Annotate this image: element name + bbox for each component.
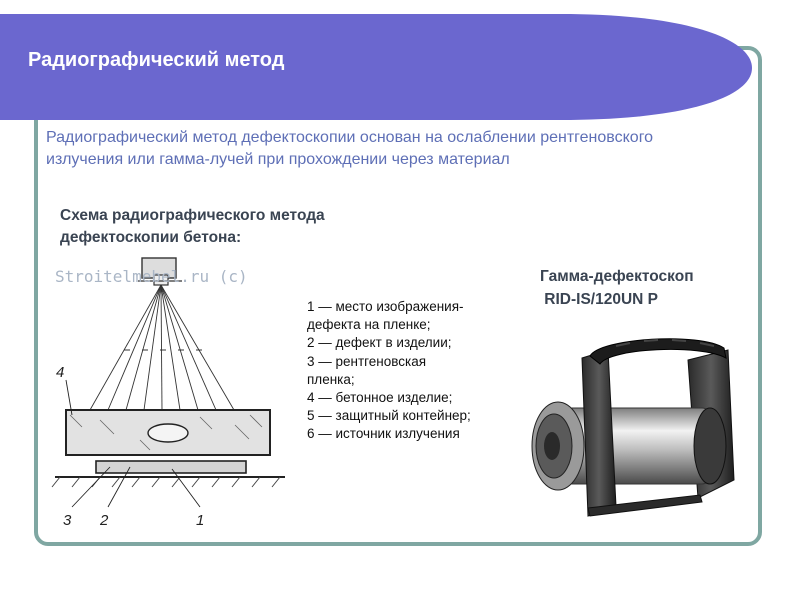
- slide-title: Радиографический метод: [28, 49, 285, 71]
- diagram-legend: [307, 298, 517, 444]
- diagram-label-3: 3: [63, 512, 72, 529]
- legend-line: 3 — рентгеновская: [307, 353, 427, 369]
- legend-line: 4 — бетонное изделие;: [307, 390, 453, 406]
- scheme-heading: Схема радиографического метода дефектоскопии бетона:: [60, 207, 325, 246]
- diagram-label-1: 1: [196, 512, 205, 529]
- intro-text: Радиографический метод дефектоскопии основан на ослаблении рентгеновского излучения или гамма-лучей при прохождении через материал: [46, 129, 654, 168]
- x-ray-film: [96, 461, 246, 473]
- defect-ellipse: [148, 424, 188, 442]
- gamma-defectoscope-image: [520, 330, 750, 530]
- radiography-diagram: [50, 255, 300, 540]
- base-ground: [52, 477, 285, 487]
- legend-line: 6 — источник излучения: [307, 426, 460, 442]
- legend-line: пленка;: [307, 371, 355, 387]
- legend-line: 1 — место изображения-: [307, 299, 464, 314]
- device-caption-name: Гамма-дефектоскоп: [540, 268, 694, 285]
- diagram-label-4: 4: [56, 364, 65, 381]
- legend-line: 2 — дефект в изделии;: [307, 335, 452, 351]
- device-caption-model: RID-IS/120UN P: [540, 291, 659, 308]
- legend-line: дефекта на пленке;: [307, 317, 431, 333]
- legend-line: 5 — защитный контейнер;: [307, 408, 471, 424]
- watermark: Stroitelmebel.ru (c): [55, 267, 248, 286]
- radiation-rays: [90, 285, 234, 410]
- device-caption: [540, 265, 750, 311]
- diagram-label-2: 2: [100, 512, 109, 529]
